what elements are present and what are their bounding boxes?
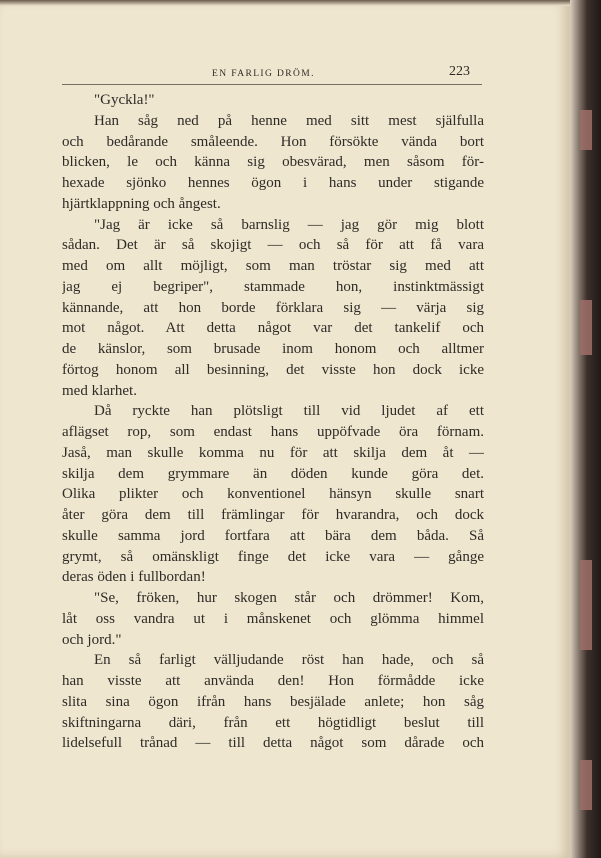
text-line: skilja dem grymmare än döden kunde göra det.: [62, 465, 484, 482]
text-line: "Jag är icke så barnslig — jag gör mig blott: [94, 216, 484, 233]
text-line: hexade sjönko hennes ögon i hans under stigande: [62, 175, 484, 191]
spine-stain: [580, 110, 592, 150]
text-line: Jaså, man skulle komma nu för att skilja dem åt —: [62, 444, 484, 461]
text-line: lidelsefull trånad — till detta något som dårade och: [62, 735, 484, 752]
page-header: [62, 64, 482, 85]
text-line: skulle samma jord fortfara att bära dem båda. Så: [62, 527, 484, 544]
text-line: En så farligt välljudande röst han hade, och så: [94, 652, 484, 669]
text-line: förtog honom all besinning, det visste hon dock icke: [62, 361, 484, 378]
text-line: Han såg ned på henne med sitt mest själfulla: [94, 112, 484, 129]
spine-stain: [580, 760, 592, 810]
text-line: åter göra dem till främlingar för hvarandra, och dock: [62, 507, 484, 523]
text-line: skiftningarna däri, från ett högtidligt beslut till: [62, 714, 484, 731]
text-line: låt oss vandra ut i månskenet och glömma himmel: [62, 610, 484, 627]
text-line: och jord.": [62, 631, 122, 648]
spine-stain: [580, 560, 592, 650]
body-text: [62, 90, 484, 754]
text-line: "Gyckla!": [94, 92, 155, 108]
text-line: med om allt möjligt, som man tröstar sig med att: [62, 258, 484, 274]
text-line: jag ej begriper", stammade hon, instinktmässigt: [62, 278, 484, 295]
text-line: deras öden i fullbordan!: [62, 569, 206, 586]
text-line: blicken, le och känna sig obesvärad, men såsom för-: [62, 154, 484, 171]
text-line: grymt, så omänskligt finge det icke vara — gånge: [62, 548, 484, 565]
text-line: mot något. Att detta något var det tankelif och: [62, 320, 484, 337]
text-line: hjärtklappning och ångest.: [62, 195, 221, 212]
running-title: EN FARLIG DRÖM.: [212, 69, 315, 79]
text-line: med klarhet.: [62, 382, 137, 399]
text-line: Då ryckte han plötsligt till vid ljudet af ett: [94, 403, 484, 420]
text-line: kännande, att hon borde förklara sig — värja sig: [62, 299, 484, 316]
text-line: slita sina ögon ifrån hans besjälade anlete; hon såg: [62, 693, 484, 710]
text-line: aflägset rop, som endast hans uppöfvade öra förnam.: [62, 424, 484, 440]
page-number: 223: [449, 64, 470, 79]
text-line: och bedårande småleende. Hon försökte vända bort: [62, 133, 484, 150]
text-line: han visste att använda den! Hon förmådde icke: [62, 673, 484, 689]
text-line: sådan. Det är så skojigt — och så för att få vara: [62, 237, 484, 254]
page-top-edge: [0, 0, 570, 6]
text-line: de känslor, som brusade inom honom och alltmer: [62, 341, 484, 357]
text-line: "Se, fröken, hur skogen står och drömmer! Kom,: [94, 590, 484, 606]
text-line: Olika plikter och konventionel hänsyn skulle snart: [62, 486, 484, 503]
spine-stain: [580, 300, 592, 355]
